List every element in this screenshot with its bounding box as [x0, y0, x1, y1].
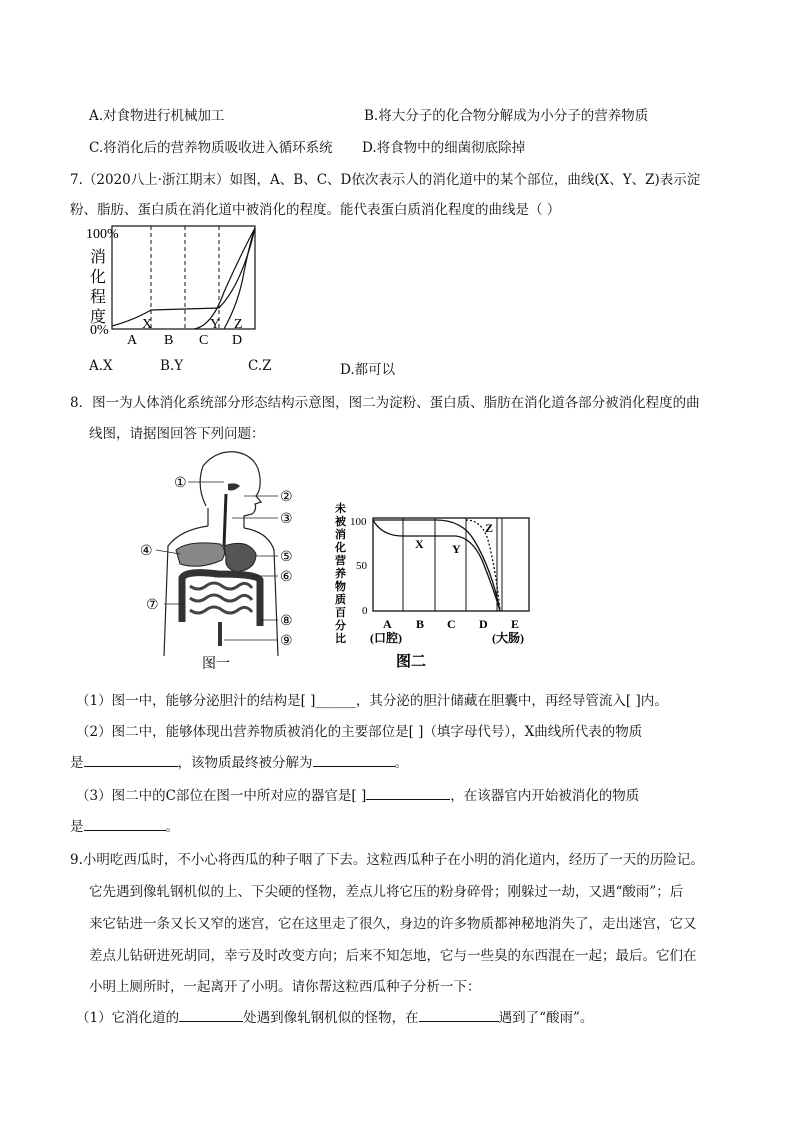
- q8-fig2-ylabel-char: 未: [335, 503, 346, 515]
- q9-sub1-pre: （1）它消化道的: [76, 1010, 180, 1026]
- q7-y-bottom-label: 0%: [90, 323, 109, 338]
- q8-sub3-pre: （3）图二中的C部位在图一中所对应的器官是[ ]: [76, 788, 367, 804]
- q8-fig1-label: ⑥: [280, 570, 293, 585]
- q7-curve-label-y: Y: [210, 317, 221, 332]
- q8-figure-1-digestive-system: [128, 446, 314, 672]
- q8-stem-line1: 8．图一为人体消化系统部分形态结构示意图，图二为淀粉、蛋白质、脂肪在消化道各部分被消化程度的曲: [70, 395, 700, 411]
- q8-fig2-curve-label-x: X: [415, 537, 424, 551]
- q7-stem-line1: 7.（2020八上·浙江期末）如图，A、B、C、D依次表示人的消化道中的某个部位，曲线(X、Y、Z)表示淀: [70, 172, 701, 188]
- q8-fig1-label: ⑤: [280, 550, 293, 565]
- q8-fig2-region: A: [383, 617, 392, 631]
- q8-fig2-ylabel-char: 比: [335, 633, 346, 645]
- q8-fig1-label: ⑨: [280, 634, 293, 649]
- q7-ylabel-char: 度: [90, 309, 107, 326]
- q8-fig2-curve-z: [466, 520, 500, 611]
- q7-plot-frame: [112, 226, 255, 329]
- q8-sub2-line1: （2）图二中，能够体现出营养物质被消化的主要部位是[ ]（填字母代号），X曲线所代表的物质: [76, 724, 643, 740]
- q7-curve-z: [224, 228, 255, 329]
- q7-curve-y: [194, 228, 255, 329]
- q8-fig1-label: ②: [280, 490, 293, 505]
- q9-stem-line2: 它先遇到像轧钢机似的上、下尖硬的怪物，差点儿将它压的粉身碎骨；刚躲过一劫，又遇“酸雨”；后: [89, 884, 684, 900]
- q8-fig1-label: ①: [174, 476, 187, 491]
- q8-figure-2-chart: [332, 500, 542, 672]
- q7-region-label: D: [232, 333, 243, 348]
- q9-sub1-mid: 处遇到像轧钢机似的怪物，在: [243, 1010, 419, 1026]
- q7-curve-label-x: X: [142, 317, 153, 332]
- q8-fig2-ylabel-char: 分: [335, 620, 346, 632]
- q8-fig2-region: B: [416, 617, 425, 631]
- q8-sub3-blank-substance[interactable]: [84, 817, 166, 831]
- q8-fig2-mouth: (口腔): [370, 631, 402, 645]
- q7-region-label: C: [199, 333, 209, 348]
- q7-stem-line2: 粉、脂肪、蛋白质在消化道中被消化的程度。能代表蛋白质消化程度的曲线是（ ）: [70, 202, 561, 218]
- q8-sub2-line2: [70, 751, 408, 771]
- q8-sub3-line2: [70, 815, 179, 835]
- q8-fig2-region: D: [479, 617, 488, 631]
- q8-sub3-blank-organ[interactable]: [366, 786, 450, 800]
- q8-fig2-curve-x: [373, 520, 500, 611]
- q8-fig2-tick: 0: [362, 605, 368, 617]
- q9-stem-line5: 小明上厕所时，一起离开了小明。请你帮这粒西瓜种子分析一下：: [89, 979, 481, 995]
- q8-fig2-tick: 50: [356, 560, 367, 572]
- q8-fig2-ylabel-char: 百: [335, 607, 346, 619]
- q7-option-b: B.Y: [160, 358, 184, 374]
- q8-sub2-mid: ，该物质最终被分解为: [177, 755, 313, 771]
- q8-sub2-pre: 是: [70, 755, 84, 771]
- q8-fig1-label: ⑦: [146, 598, 159, 613]
- q7-ylabel-char: 消: [90, 249, 107, 266]
- q9-sub1-blank-location[interactable]: [179, 1008, 243, 1022]
- q7-y-top-label: 100%: [86, 227, 119, 242]
- q8-sub2-end: 。: [394, 755, 408, 771]
- q7-ylabel-char: 程: [90, 289, 107, 306]
- q8-sub2-blank-product[interactable]: [313, 753, 395, 767]
- q8-sub3b-end: 。: [165, 819, 179, 835]
- q6-option-a: A.对食物进行机械加工: [89, 108, 225, 124]
- q8-fig2-curve-label-z: Z: [485, 521, 494, 535]
- q7-option-c: C.Z: [248, 358, 272, 374]
- q8-fig2-ylabel-char: 养: [335, 568, 346, 580]
- q8-fig2-tick: 100: [350, 516, 367, 528]
- q8-fig2-ylabel-char: 物: [335, 581, 346, 593]
- q7-ylabel-char: 化: [90, 269, 107, 286]
- q6-option-c: C.将消化后的营养物质吸收进入循环系统: [89, 140, 333, 156]
- q9-stem-line1: 9.小明吃西瓜时，不小心将西瓜的种子咽了下去。这粒西瓜种子在小明的消化道内，经历了一天的历险记。: [70, 852, 704, 868]
- q8-sub1: （1）图一中，能够分泌胆汁的结构是[ ]______，其分泌的胆汁储藏在胆囊中，再经导管流入[ ]内。: [76, 693, 668, 709]
- q8-fig1-label: ③: [280, 512, 293, 527]
- q8-fig2-curve-label-y: Y: [452, 542, 461, 556]
- q8-fig2-ylabel-char: 化: [335, 542, 346, 554]
- q8-sub3b-pre: 是: [70, 819, 84, 835]
- q7-option-a: A.X: [89, 358, 113, 374]
- q6-option-d: D.将食物中的细菌彻底除掉: [362, 140, 526, 156]
- q6-option-b: B.将大分子的化合物分解成为小分子的营养物质: [364, 108, 649, 124]
- q8-fig2-ylabel-char: 消: [335, 529, 346, 541]
- q8-fig1-label: ④: [140, 544, 153, 559]
- q8-fig2-curve-y: [373, 520, 500, 611]
- q8-fig2-region: C: [447, 617, 456, 631]
- q9-stem-line4: 差点儿钻研进死胡同，幸亏及时改变方向；后来不知怎地，它与一些臭的东西混在一起；最后。它们在: [89, 948, 697, 964]
- q8-fig2-frame: [373, 518, 529, 611]
- q8-fig2-region: E: [511, 617, 520, 631]
- q7-region-label: B: [164, 333, 174, 348]
- q7-curve-label-z: Z: [234, 317, 243, 332]
- q8-fig2-ylabel-char: 被: [335, 516, 346, 528]
- q8-fig1-label: ⑧: [280, 614, 293, 629]
- q9-sub1-end: 遇到了“酸雨”。: [498, 1010, 594, 1026]
- q8-sub3-line1: [76, 784, 639, 804]
- q8-fig2-caption: 图二: [396, 654, 427, 670]
- q8-fig2-ylabel-char: 营: [335, 555, 346, 567]
- q8-fig2-colon: (大肠): [492, 631, 524, 645]
- q8-fig2-ylabel-char: 质: [335, 594, 346, 606]
- q7-digestion-chart: [84, 222, 269, 350]
- q8-stem-line2: 线图，请据图回答下列问题：: [89, 426, 265, 442]
- q7-region-label: A: [127, 333, 138, 348]
- q7-curve-x: [112, 228, 255, 326]
- q8-fig1-caption: 图一: [202, 657, 230, 672]
- q8-sub2-blank-substance[interactable]: [84, 753, 178, 767]
- q9-sub1-blank-acid[interactable]: [419, 1008, 499, 1022]
- q9-sub1: [76, 1006, 593, 1026]
- q9-stem-line3: 来它钻进一条又长又窄的迷宫，它在这里走了很久，身边的许多物质都神秘地消失了，走出迷宫，它又: [89, 916, 697, 932]
- q8-sub3-end: ，在该器官内开始被消化的物质: [450, 788, 640, 804]
- q7-option-d: D.都可以: [340, 362, 396, 378]
